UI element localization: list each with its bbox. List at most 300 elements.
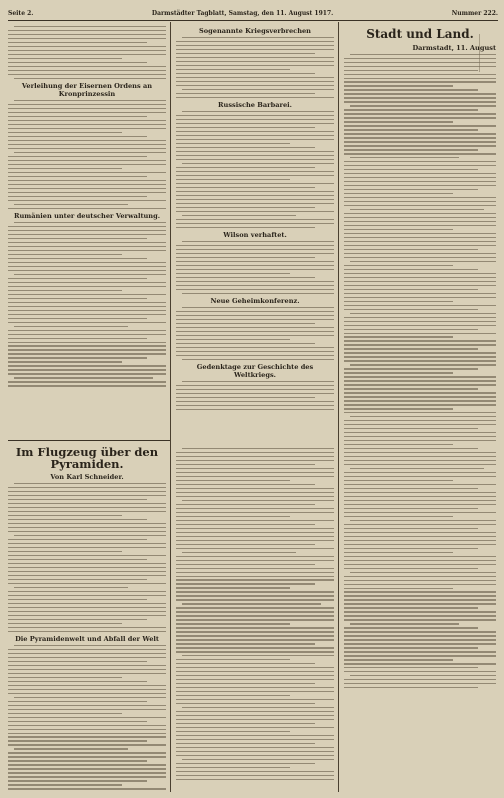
text-line — [344, 333, 496, 334]
text-line — [8, 619, 147, 620]
text-line — [8, 495, 166, 496]
text-line — [8, 180, 166, 181]
local-news-text — [344, 54, 496, 689]
text-line — [344, 348, 478, 349]
text-line — [344, 89, 478, 90]
text-line — [344, 460, 496, 461]
text-line — [8, 290, 122, 291]
text-line — [344, 277, 496, 278]
text-line — [8, 66, 166, 67]
text-line — [176, 711, 334, 712]
text-line — [8, 226, 166, 227]
text-line — [344, 408, 453, 409]
text-line — [344, 317, 496, 318]
text-line — [176, 524, 315, 525]
text-line — [176, 691, 334, 692]
text-line — [8, 286, 166, 287]
text-line — [176, 343, 315, 344]
text-line — [176, 319, 334, 320]
text-line — [14, 100, 166, 101]
text-line — [176, 139, 334, 140]
text-line — [344, 113, 496, 114]
text-line — [344, 237, 496, 238]
text-line — [8, 104, 166, 105]
text-line — [14, 587, 128, 588]
text-line — [8, 487, 166, 488]
text-line — [8, 373, 166, 374]
text-line — [344, 305, 496, 306]
text-line — [176, 464, 315, 465]
text-line — [176, 57, 334, 58]
text-line — [8, 140, 166, 141]
text-line — [176, 385, 334, 386]
text-line — [8, 144, 166, 145]
text-line — [14, 326, 128, 327]
text-line — [176, 203, 334, 204]
text-line — [8, 58, 122, 59]
text-line — [8, 46, 166, 47]
text-line — [8, 705, 166, 706]
text-line — [8, 768, 166, 769]
text-line — [344, 516, 453, 517]
text-line — [176, 488, 334, 489]
text-line — [176, 727, 334, 728]
text-line — [8, 258, 147, 259]
text-line — [8, 385, 166, 386]
text-line — [8, 733, 166, 734]
text-line — [8, 176, 147, 177]
text-line — [176, 683, 315, 684]
text-line — [176, 115, 334, 116]
text-line — [176, 540, 334, 541]
text-line — [344, 635, 496, 636]
text-line — [176, 671, 334, 672]
text-line — [8, 511, 166, 512]
text-line — [344, 584, 496, 585]
text-line — [344, 221, 496, 222]
text-line — [344, 153, 496, 154]
text-line — [182, 293, 334, 294]
text-line — [8, 38, 166, 39]
text-line — [176, 65, 334, 66]
text-line — [8, 242, 166, 243]
text-line — [176, 763, 315, 764]
text-line — [344, 340, 496, 341]
text-line — [176, 53, 315, 54]
text-line — [182, 500, 334, 501]
text-line — [8, 353, 166, 354]
text-line — [176, 223, 334, 224]
text-line — [176, 195, 334, 196]
text-line — [8, 164, 166, 165]
text-line — [176, 715, 334, 716]
text-line — [8, 262, 166, 263]
text-line — [176, 347, 334, 348]
text-line — [344, 524, 496, 525]
text-line — [344, 321, 496, 322]
text-line — [344, 376, 496, 377]
text-line — [182, 707, 334, 708]
text-line — [176, 401, 334, 402]
text-line — [176, 735, 334, 736]
text-line — [344, 560, 496, 561]
text-line — [344, 464, 496, 465]
text-line — [344, 452, 496, 453]
text-line — [8, 349, 166, 350]
feature-author: Von Karl Schneider. — [50, 473, 124, 482]
text-line — [176, 508, 334, 509]
text-line — [8, 673, 166, 674]
text-line — [344, 121, 453, 122]
text-line — [182, 655, 334, 656]
text-line — [176, 576, 334, 577]
text-line — [344, 213, 496, 214]
dateline: Darmstadt, 11. August — [412, 43, 496, 52]
text-line — [8, 345, 166, 346]
text-line — [8, 361, 122, 362]
text-line — [344, 133, 496, 134]
text-line — [344, 360, 496, 361]
text-line — [182, 759, 334, 760]
text-line — [8, 539, 147, 540]
text-line — [344, 225, 496, 226]
text-line — [8, 330, 166, 331]
text-line — [176, 739, 334, 740]
section-title-stadt-und-land: Stadt und Land. — [366, 27, 474, 41]
text-line — [344, 456, 496, 457]
text-line — [176, 452, 334, 453]
text-line — [344, 687, 478, 688]
text-line — [344, 129, 478, 130]
text-line — [176, 751, 334, 752]
text-line — [344, 145, 496, 146]
text-line — [176, 277, 315, 278]
text-line — [344, 508, 478, 509]
text-line — [176, 456, 334, 457]
text-line — [176, 69, 290, 70]
text-line — [344, 66, 496, 67]
text-line — [176, 615, 334, 616]
text-line — [8, 136, 147, 137]
text-line — [176, 572, 334, 573]
text-line — [8, 503, 166, 504]
text-line — [176, 595, 334, 596]
text-line — [176, 351, 334, 352]
text-line — [176, 127, 315, 128]
text-line — [8, 515, 122, 516]
text-line — [344, 492, 496, 493]
text-line — [350, 520, 496, 521]
text-line — [344, 125, 496, 126]
text-line — [344, 679, 496, 680]
text-line — [176, 635, 334, 636]
text-line — [176, 265, 334, 266]
text-line — [14, 645, 166, 646]
text-line — [8, 200, 166, 201]
text-line — [8, 70, 166, 71]
text-line — [344, 580, 496, 581]
text-line — [14, 78, 166, 79]
text-line — [176, 183, 334, 184]
text-line — [176, 468, 334, 469]
text-line — [8, 567, 166, 568]
text-line — [350, 261, 496, 262]
text-line — [176, 747, 334, 748]
text-line — [344, 293, 496, 294]
text-line — [176, 512, 334, 513]
text-line — [8, 776, 166, 777]
text-line — [344, 297, 496, 298]
text-line — [8, 677, 122, 678]
article-text-top — [8, 26, 166, 79]
text-line — [176, 719, 334, 720]
text-line — [8, 595, 166, 596]
text-line — [8, 188, 166, 189]
text-line — [344, 396, 496, 397]
text-line — [344, 197, 496, 198]
text-line — [176, 269, 334, 270]
text-line — [8, 208, 166, 209]
column-2-continued — [176, 446, 334, 792]
text-line — [176, 123, 334, 124]
text-line — [8, 555, 166, 556]
text-line — [8, 294, 166, 295]
text-line — [344, 257, 496, 258]
text-line — [176, 175, 334, 176]
text-line — [176, 460, 334, 461]
text-line — [176, 135, 334, 136]
text-line — [344, 137, 496, 138]
text-line — [344, 249, 478, 250]
text-line — [8, 184, 166, 185]
article-heading-4: Russische Barbarei. — [218, 101, 292, 110]
text-line — [8, 302, 166, 303]
text-line — [176, 331, 334, 332]
text-line — [14, 204, 128, 205]
column-2 — [176, 24, 334, 450]
text-line — [8, 50, 166, 51]
text-line — [8, 192, 166, 193]
column-rule-2 — [338, 22, 339, 792]
text-line — [8, 685, 166, 686]
text-line — [176, 289, 334, 290]
text-line — [344, 484, 496, 485]
text-line — [8, 701, 147, 702]
text-line — [350, 209, 484, 210]
text-line — [8, 365, 166, 366]
text-line — [176, 767, 290, 768]
text-line — [176, 496, 334, 497]
text-line — [8, 334, 166, 335]
text-line — [8, 338, 147, 339]
text-line — [176, 548, 334, 549]
text-line — [344, 631, 496, 632]
text-line — [8, 196, 147, 197]
text-line — [182, 448, 334, 449]
text-line — [182, 307, 334, 308]
text-line — [344, 556, 496, 557]
text-line — [344, 480, 453, 481]
text-line — [344, 289, 478, 290]
text-line — [8, 168, 122, 169]
text-line — [8, 579, 147, 580]
text-line — [344, 285, 496, 286]
text-line — [176, 579, 334, 580]
text-line — [8, 764, 166, 765]
text-line — [8, 234, 166, 235]
text-line — [176, 323, 315, 324]
text-line — [176, 219, 334, 220]
text-line — [176, 187, 315, 188]
text-line — [176, 591, 334, 592]
text-line — [344, 603, 496, 604]
text-line — [8, 499, 147, 500]
text-line — [8, 298, 147, 299]
text-line — [344, 420, 496, 421]
text-line — [8, 230, 166, 231]
text-line — [8, 631, 166, 632]
text-line — [344, 273, 496, 274]
text-line — [176, 472, 334, 473]
text-line — [344, 659, 453, 660]
text-line — [344, 233, 496, 234]
text-line — [176, 147, 315, 148]
text-line — [344, 428, 478, 429]
text-line — [176, 743, 315, 744]
text-line — [350, 675, 496, 676]
text-line — [344, 651, 496, 652]
text-line — [344, 329, 478, 330]
text-line — [176, 273, 290, 274]
text-line — [8, 661, 147, 662]
text-line — [8, 314, 166, 315]
text-line — [176, 207, 315, 208]
text-line — [176, 281, 334, 282]
text-line — [14, 26, 166, 27]
text-line — [8, 491, 166, 492]
text-line — [176, 355, 334, 356]
text-line — [14, 535, 166, 536]
text-line — [176, 556, 334, 557]
newspaper-masthead: Darmstädter Tagblatt, Samstag, den 11. August 1917. — [151, 9, 334, 17]
text-line — [344, 504, 496, 505]
article-text-2 — [8, 222, 166, 387]
text-line — [8, 160, 166, 161]
text-line — [8, 527, 166, 528]
text-line — [344, 352, 496, 353]
text-line — [344, 325, 496, 326]
text-line — [8, 721, 147, 722]
text-line — [344, 448, 478, 449]
text-line — [182, 111, 334, 112]
text-line — [176, 159, 334, 160]
text-line — [344, 78, 496, 79]
text-line — [344, 229, 453, 230]
text-line — [344, 245, 496, 246]
text-line — [182, 215, 296, 216]
text-line — [344, 62, 496, 63]
text-line — [8, 342, 166, 343]
text-line — [176, 779, 334, 780]
article-heading-6: Neue Geheimkonferenz. — [210, 297, 300, 305]
text-line — [176, 480, 290, 481]
text-line — [344, 655, 496, 656]
text-line — [176, 699, 334, 700]
text-line — [8, 132, 122, 133]
text-line — [176, 199, 334, 200]
text-line — [8, 120, 166, 121]
text-line — [176, 484, 315, 485]
text-line — [8, 725, 166, 726]
column-1 — [8, 24, 166, 438]
text-line — [350, 623, 459, 624]
text-line — [176, 61, 334, 62]
text-line — [176, 476, 334, 477]
text-line — [8, 54, 166, 55]
text-line — [8, 318, 147, 319]
text-line — [344, 149, 478, 150]
text-line — [182, 603, 321, 604]
text-line — [176, 245, 334, 246]
text-line — [176, 143, 290, 144]
text-line — [344, 639, 496, 640]
text-line — [8, 627, 166, 628]
text-line — [344, 165, 496, 166]
text-line — [344, 683, 496, 684]
text-line — [176, 327, 334, 328]
text-line — [8, 547, 166, 548]
text-line — [8, 124, 166, 125]
text-line — [176, 45, 334, 46]
text-line — [350, 468, 484, 469]
text-line — [176, 49, 334, 50]
text-line — [344, 611, 496, 612]
text-line — [176, 663, 315, 664]
text-line — [176, 723, 315, 724]
archive-stamp — [479, 34, 496, 72]
text-line — [176, 261, 334, 262]
text-line — [8, 30, 166, 31]
feature-text-1 — [8, 483, 166, 632]
text-line — [344, 444, 453, 445]
text-line — [344, 647, 478, 648]
text-line — [176, 191, 334, 192]
text-line — [8, 772, 166, 773]
text-line — [344, 81, 496, 82]
text-line — [176, 409, 334, 410]
text-line — [8, 523, 166, 524]
text-line — [8, 665, 166, 666]
text-line — [8, 615, 166, 616]
text-line — [176, 564, 315, 565]
text-line — [344, 615, 496, 616]
text-line — [8, 270, 166, 271]
text-line — [8, 519, 147, 520]
text-line — [344, 424, 496, 425]
text-line — [8, 148, 166, 149]
text-line — [8, 116, 147, 117]
text-line — [344, 301, 453, 302]
article-text-5 — [176, 241, 334, 294]
text-line — [8, 689, 166, 690]
column-rule-1 — [170, 22, 171, 792]
text-line — [176, 528, 334, 529]
text-line — [8, 531, 166, 532]
text-line — [8, 322, 166, 323]
text-line — [344, 536, 496, 537]
text-line — [8, 278, 147, 279]
text-line — [8, 559, 147, 560]
